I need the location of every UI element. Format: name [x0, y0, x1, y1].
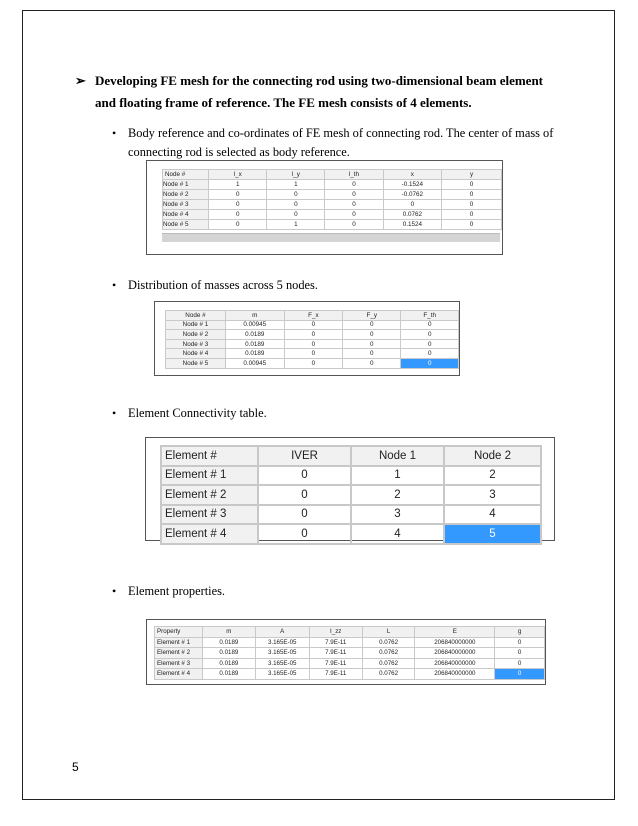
bullet-mass-distribution — [112, 276, 558, 295]
table-cell[interactable]: 0.0189 — [203, 658, 256, 669]
selected-cell[interactable]: 5 — [444, 524, 541, 544]
column-header: Node 2 — [444, 446, 541, 466]
table-cell[interactable]: -0.0762 — [383, 190, 442, 200]
table-cell[interactable]: 0.0189 — [225, 349, 284, 359]
table-header-row — [163, 170, 502, 180]
table-cell[interactable]: 0.00945 — [225, 358, 284, 368]
element-properties-table — [154, 626, 545, 680]
row-header: Node # 1 — [163, 180, 209, 190]
table-header-row — [166, 311, 459, 321]
column-header: IVER — [258, 446, 351, 466]
row-header: Node # 3 — [166, 339, 226, 349]
row-header: Node # 3 — [163, 200, 209, 210]
table-cell[interactable]: 0 — [325, 180, 383, 190]
table-cell[interactable]: 0.0762 — [362, 637, 415, 648]
row-header: Node # 4 — [163, 210, 209, 220]
table-cell[interactable]: 0 — [209, 220, 267, 230]
table-cell[interactable]: 0 — [267, 200, 325, 210]
row-header: Node # 2 — [166, 330, 226, 340]
table-cell[interactable]: 0 — [284, 320, 342, 330]
table-cell[interactable]: 0 — [442, 190, 502, 200]
column-header: x — [383, 170, 442, 180]
table-cell[interactable]: 206840000000 — [415, 669, 495, 680]
selected-cell[interactable]: 0 — [495, 669, 545, 680]
bullet-body-reference — [112, 124, 558, 162]
table-cell[interactable]: 0 — [325, 220, 383, 230]
table-header-row — [161, 446, 541, 466]
table-cell[interactable]: 0.0189 — [203, 648, 256, 659]
row-header: Element # 3 — [155, 658, 203, 669]
table-row — [161, 466, 541, 486]
table-cell[interactable]: 0.1524 — [383, 220, 442, 230]
table-cell[interactable]: 7.9E-11 — [309, 669, 362, 680]
column-header: l_y — [267, 170, 325, 180]
row-header: Element # 1 — [161, 466, 258, 486]
table-cell[interactable]: 0 — [284, 339, 342, 349]
table-cell[interactable]: 0 — [343, 330, 401, 340]
table-row — [161, 485, 541, 505]
column-header: m — [203, 627, 256, 638]
table-cell[interactable]: 0 — [284, 358, 342, 368]
column-header: l_x — [209, 170, 267, 180]
table-cell[interactable]: 0 — [343, 358, 401, 368]
column-header: I_zz — [309, 627, 362, 638]
table-cell[interactable]: 0 — [343, 339, 401, 349]
table-cell[interactable]: 0.0189 — [225, 330, 284, 340]
table-cell[interactable]: 0 — [284, 330, 342, 340]
table-cell[interactable]: 0 — [383, 200, 442, 210]
column-header: m — [225, 311, 284, 321]
table-row — [163, 220, 502, 230]
table-cell[interactable]: 0 — [325, 200, 383, 210]
section-heading — [75, 70, 565, 114]
table-cell[interactable]: 3.165E-05 — [255, 658, 309, 669]
row-header: Element # 4 — [161, 524, 258, 544]
bullet-text: Distribution of masses across 5 nodes. — [128, 278, 318, 292]
table-row — [163, 180, 502, 190]
column-header: Node # — [166, 311, 226, 321]
table-row — [166, 349, 459, 359]
bullet-text: Element Connectivity table. — [128, 406, 267, 420]
bullet-dot-icon: • — [112, 126, 117, 140]
table-row — [163, 210, 502, 220]
table-cell[interactable]: 3 — [351, 505, 444, 525]
table-row — [166, 339, 459, 349]
table-cell[interactable]: 0.0189 — [203, 637, 256, 648]
table-cell[interactable]: 0 — [401, 349, 459, 359]
bullet-text: Body reference and co-ordinates of FE mesh of connecting rod. The center of mass of connecting rod is selected as body reference. — [128, 126, 554, 159]
table-cell[interactable]: 0.0762 — [362, 648, 415, 659]
table-cell[interactable]: 0 — [495, 637, 545, 648]
row-header: Node # 2 — [163, 190, 209, 200]
row-header: Element # 1 — [155, 637, 203, 648]
table-cell[interactable]: 206840000000 — [415, 637, 495, 648]
horizontal-scrollbar[interactable] — [162, 233, 500, 242]
table-row — [166, 320, 459, 330]
column-header: Element # — [161, 446, 258, 466]
row-header: Node # 5 — [166, 358, 226, 368]
table-cell[interactable]: 4 — [444, 505, 541, 525]
table-cell[interactable]: 0 — [258, 505, 351, 525]
table-cell[interactable]: 1 — [209, 180, 267, 190]
bullet-connectivity — [112, 404, 558, 423]
table-cell[interactable]: 0.0762 — [362, 669, 415, 680]
bullet-dot-icon: • — [112, 584, 117, 598]
table-cell[interactable]: 1 — [267, 220, 325, 230]
table-row — [166, 330, 459, 340]
column-header: Property — [155, 627, 203, 638]
table-cell[interactable]: 0 — [284, 349, 342, 359]
table-cell[interactable]: 0 — [258, 485, 351, 505]
table-cell[interactable]: 0 — [401, 320, 459, 330]
column-header: E — [415, 627, 495, 638]
table-cell[interactable]: 3.165E-05 — [255, 637, 309, 648]
table-cell[interactable]: 0 — [343, 320, 401, 330]
table-cell[interactable]: 1 — [351, 466, 444, 486]
table-cell[interactable]: 0.00945 — [225, 320, 284, 330]
table-cell[interactable]: 0.0189 — [225, 339, 284, 349]
row-header: Node # 5 — [163, 220, 209, 230]
table-row — [161, 505, 541, 525]
column-header: F_x — [284, 311, 342, 321]
element-connectivity-table-screenshot — [145, 437, 555, 541]
column-header: A — [255, 627, 309, 638]
table-cell[interactable]: 0 — [258, 524, 351, 544]
mass-distribution-table-screenshot — [154, 301, 460, 376]
bullet-dot-icon: • — [112, 278, 117, 292]
column-header: F_y — [343, 311, 401, 321]
heading-text: Developing FE mesh for the connecting rod using two-dimensional beam element and floating frame of reference. The FE mesh consists of 4 elements. — [95, 73, 544, 110]
table-header-row — [155, 627, 545, 638]
row-header: Element # 4 — [155, 669, 203, 680]
table-cell[interactable]: 0 — [343, 349, 401, 359]
table-cell[interactable]: 0 — [325, 190, 383, 200]
table-cell[interactable]: 0 — [495, 648, 545, 659]
table-cell[interactable]: 2 — [444, 466, 541, 486]
row-header: Element # 2 — [155, 648, 203, 659]
column-header: l_th — [325, 170, 383, 180]
table-cell[interactable]: 0 — [495, 658, 545, 669]
row-header: Element # 2 — [161, 485, 258, 505]
table-cell[interactable]: 0.0762 — [383, 210, 442, 220]
table-cell[interactable]: 0 — [209, 210, 267, 220]
table-cell[interactable]: 7.9E-11 — [309, 658, 362, 669]
table-row — [155, 669, 545, 680]
table-row — [155, 637, 545, 648]
table-cell[interactable]: 206840000000 — [415, 648, 495, 659]
table-row — [161, 524, 541, 544]
column-header: g — [495, 627, 545, 638]
table-cell[interactable]: 0 — [442, 200, 502, 210]
table-cell[interactable]: 0.0189 — [203, 669, 256, 680]
table-cell[interactable]: 3.165E-05 — [255, 648, 309, 659]
row-header: Node # 4 — [166, 349, 226, 359]
row-header: Element # 3 — [161, 505, 258, 525]
body-reference-table — [162, 169, 502, 230]
table-cell[interactable]: 0 — [258, 466, 351, 486]
table-cell[interactable]: 7.9E-11 — [309, 648, 362, 659]
bullet-dot-icon: • — [112, 406, 117, 420]
table-cell[interactable]: 3.165E-05 — [255, 669, 309, 680]
column-header: L — [362, 627, 415, 638]
table-cell[interactable]: 0 — [267, 210, 325, 220]
table-cell[interactable]: 0 — [267, 190, 325, 200]
table-cell[interactable]: 2 — [351, 485, 444, 505]
bullet-element-properties — [112, 582, 558, 601]
table-cell[interactable]: 1 — [267, 180, 325, 190]
table-row — [163, 200, 502, 210]
table-cell[interactable]: 7.9E-11 — [309, 637, 362, 648]
table-row — [155, 648, 545, 659]
mass-distribution-table — [165, 310, 459, 369]
table-cell[interactable]: 0 — [401, 330, 459, 340]
bullet-text: Element properties. — [128, 584, 226, 598]
table-cell[interactable]: 0.0762 — [362, 658, 415, 669]
element-properties-table-screenshot — [146, 619, 546, 685]
table-cell[interactable]: -0.1524 — [383, 180, 442, 190]
table-cell[interactable]: 0 — [209, 190, 267, 200]
table-cell[interactable]: 4 — [351, 524, 444, 544]
table-cell[interactable]: 0 — [209, 200, 267, 210]
arrow-bullet-icon: ➢ — [75, 73, 86, 88]
column-header: Node 1 — [351, 446, 444, 466]
table-cell[interactable]: 0 — [442, 180, 502, 190]
table-cell[interactable]: 206840000000 — [415, 658, 495, 669]
page-number: 5 — [72, 760, 79, 774]
table-cell[interactable]: 0 — [442, 220, 502, 230]
table-row — [166, 358, 459, 368]
table-cell[interactable]: 3 — [444, 485, 541, 505]
table-cell[interactable]: 0 — [401, 339, 459, 349]
column-header: y — [442, 170, 502, 180]
element-connectivity-table — [160, 445, 542, 545]
table-row — [155, 658, 545, 669]
column-header: F_th — [401, 311, 459, 321]
table-row — [163, 190, 502, 200]
table-cell[interactable]: 0 — [325, 210, 383, 220]
body-reference-table-screenshot — [146, 160, 503, 255]
table-cell[interactable]: 0 — [442, 210, 502, 220]
selected-cell[interactable]: 0 — [401, 358, 459, 368]
column-header: Node # — [163, 170, 209, 180]
row-header: Node # 1 — [166, 320, 226, 330]
